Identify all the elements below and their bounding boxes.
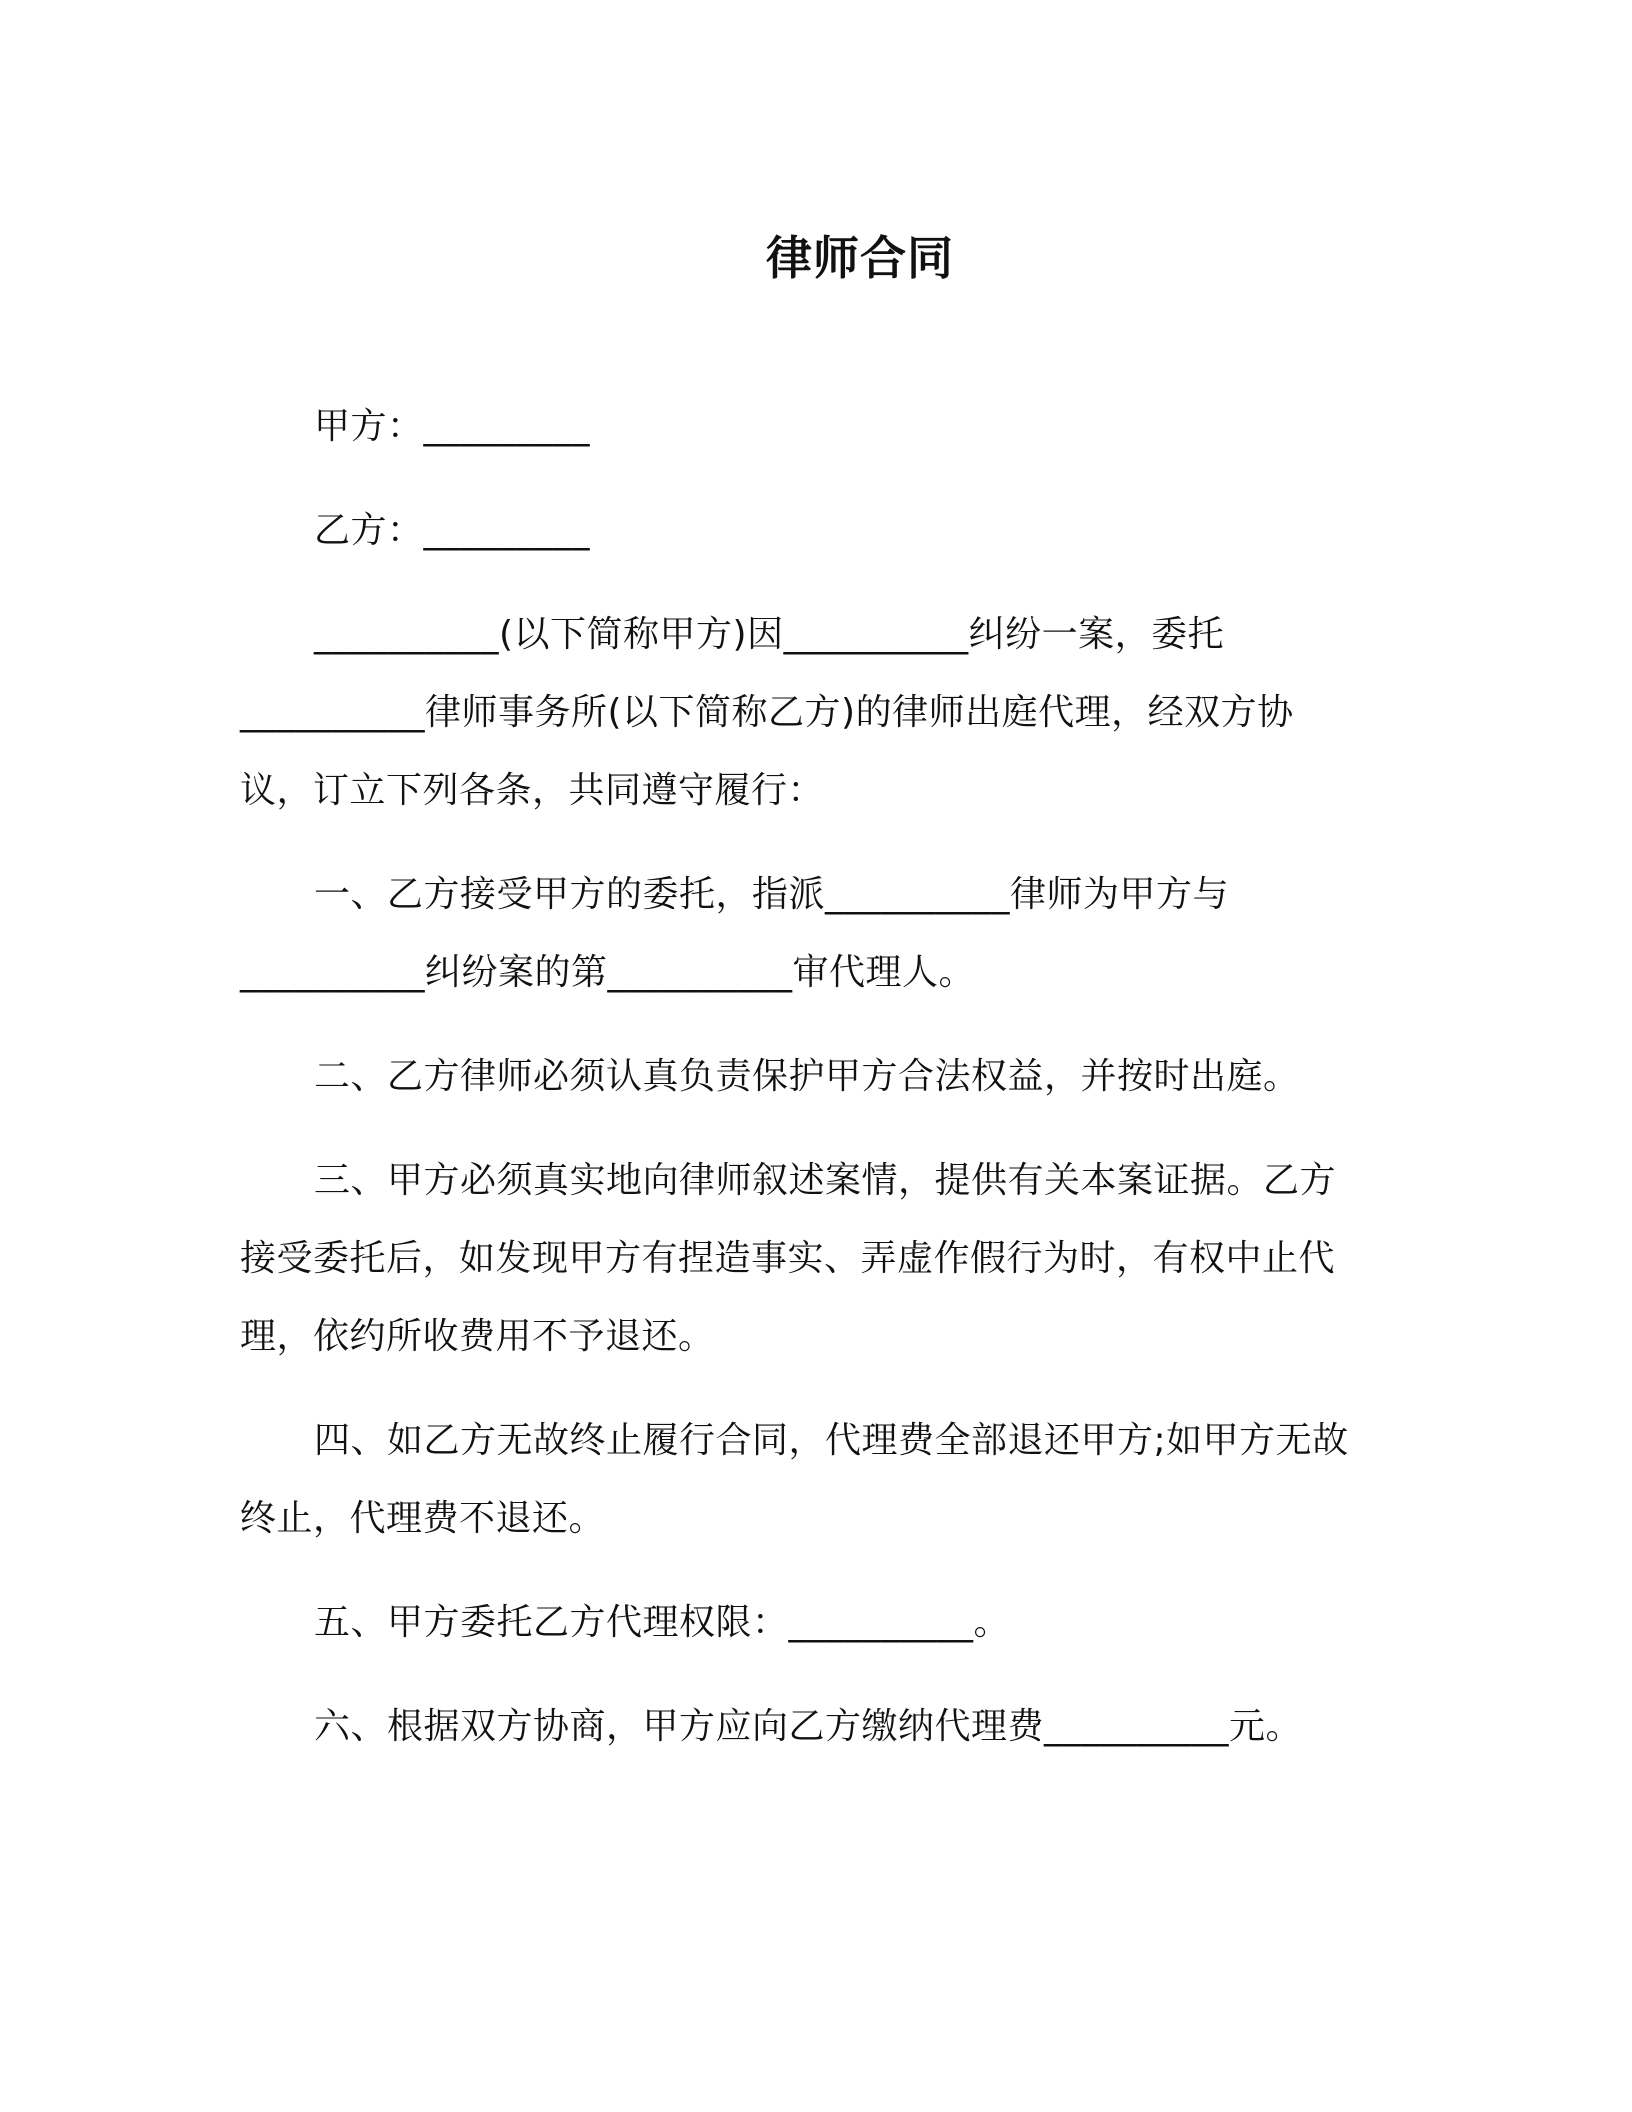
clause-4: 四、如乙方无故终止履行合同，代理费全部退还甲方;如甲方无故终止，代理费不退还。 bbox=[240, 1420, 1349, 1539]
party-a-line: 甲方：_________ bbox=[314, 406, 591, 447]
clause-5: 五、甲方委托乙方代理权限：__________。 bbox=[314, 1602, 1011, 1643]
document-body bbox=[240, 388, 1365, 1792]
clause-2: 二、乙方律师必须认真负责保护甲方合法权益，并按时出庭。 bbox=[314, 1056, 1300, 1097]
intro-paragraph: __________(以下简称甲方)因__________纠纷一案，委托__________律师事务所(以下简称乙方)的律师出庭代理，经双方协议，订立下列各条，共同遵守履行： bbox=[240, 614, 1294, 811]
clause-1: 一、乙方接受甲方的委托，指派__________律师为甲方与__________纠纷案的第__________审代理人。 bbox=[240, 874, 1230, 993]
document-title: 律师合同 bbox=[766, 231, 954, 285]
clause-3: 三、甲方必须真实地向律师叙述案情，提供有关本案证据。乙方接受委托后，如发现甲方有捏造事实、弄虚作假行为时，有权中止代理，依约所收费用不予退还。 bbox=[240, 1160, 1337, 1357]
party-b-line: 乙方：_________ bbox=[314, 510, 591, 551]
clause-6: 六、根据双方协商，甲方应向乙方缴纳代理费__________元。 bbox=[314, 1706, 1303, 1747]
